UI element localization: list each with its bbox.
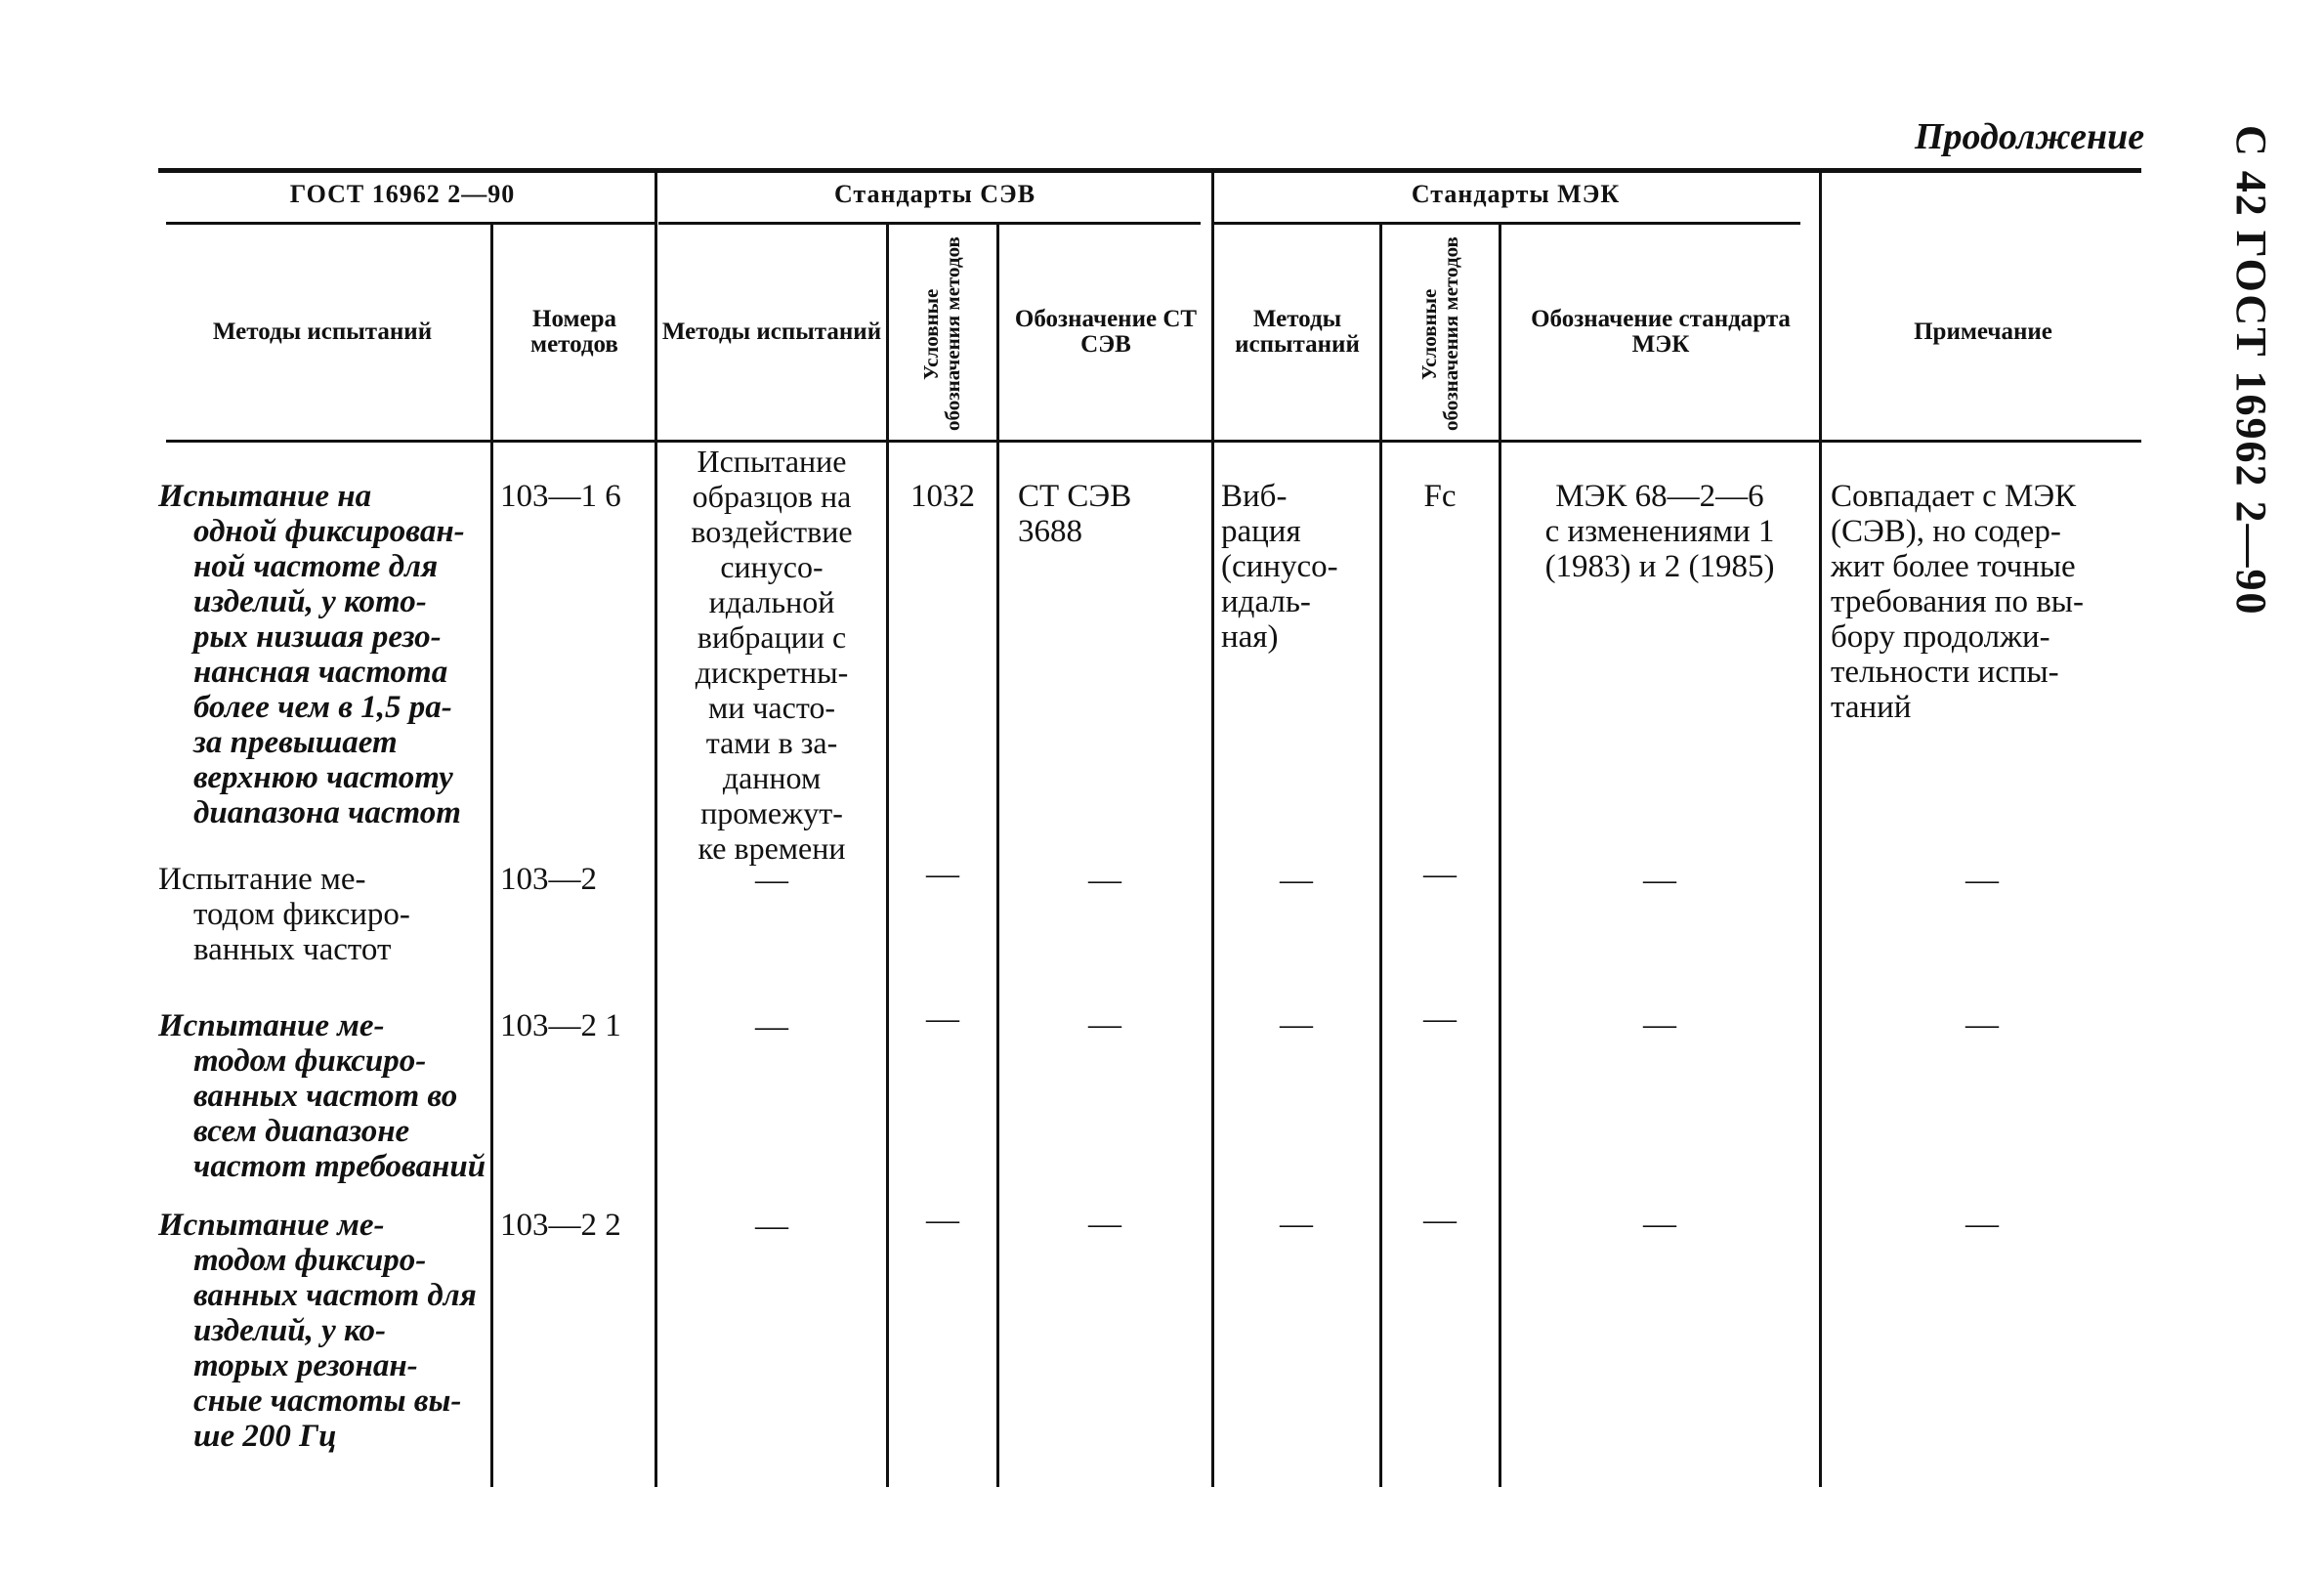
row1-note: Совпадает с МЭК (СЭВ), но содер- жит более точные требования по вы- бору продолжи- тельности испы- таний (1831, 479, 2084, 725)
column-divider (1819, 168, 1822, 1487)
header-sev-designation: Обозначение СТ СЭВ (1014, 305, 1198, 358)
row2-iec-code-dash: — (1423, 856, 1457, 892)
header-sev-codes: Условные обозначения методов (918, 236, 964, 432)
row3-sev-code-dash: — (926, 1000, 959, 1037)
column-divider (996, 225, 999, 1487)
row3-iec-method-dash: — (1280, 1006, 1313, 1042)
row3-sev-method-dash: — (755, 1008, 788, 1044)
group-gost-underline (166, 222, 655, 225)
row2-method: Испытание ме- тодом фиксиро- ванных частот (158, 862, 410, 967)
row1-iec-designation: МЭК 68—2—6 с изменениями 1 (1983) и 2 (1985) (1544, 479, 1775, 584)
group-iec-label: Стандарты МЭК (1411, 180, 1621, 208)
header-note: Примечание (1914, 318, 2052, 345)
row2-sev-code-dash: — (926, 856, 959, 892)
column-divider (490, 225, 493, 1487)
header-iec-codes: Условные обозначения методов (1416, 236, 1462, 432)
row1-sev-designation: СТ СЭВ 3688 (1018, 479, 1132, 549)
row4-iec-designation-dash: — (1643, 1206, 1676, 1242)
header-methods: Методы испытаний (212, 318, 433, 345)
column-divider (1211, 168, 1214, 1487)
row1-method: Испытание на одной фиксирован- ной частоте для изделий, у кото- рых низшая резо- нансная частота более чем в 1,5 ра- за превышает верхнюю частоту диапазона частот (158, 479, 465, 830)
header-method-numbers: Номера методов (530, 305, 618, 358)
row4-sev-method-dash: — (755, 1208, 788, 1244)
continuation-label: Продолжение (1915, 116, 2145, 157)
row2-sev-method-dash: — (755, 862, 788, 898)
row1-sev-code: 1032 (910, 479, 975, 514)
group-gost-label: ГОСТ 16962 2—90 (289, 180, 516, 208)
row3-iec-designation-dash: — (1643, 1006, 1676, 1042)
row1-number: 103—1 6 (500, 479, 621, 514)
header-iec-designation: Обозначение стандарта МЭК (1531, 305, 1791, 358)
row1-iec-method: Виб- рация (синусо- идаль- ная) (1221, 479, 1338, 655)
standards-table (158, 168, 2141, 1487)
row3-iec-code-dash: — (1423, 1000, 1457, 1037)
header-iec-methods: Методы испытаний (1235, 305, 1360, 358)
header-bottom-rule (166, 440, 2141, 443)
header-sev-methods: Методы испытаний (661, 318, 882, 345)
row2-iec-method-dash: — (1280, 862, 1313, 898)
row4-iec-method-dash: — (1280, 1206, 1313, 1242)
row2-iec-designation-dash: — (1643, 862, 1676, 898)
column-divider (655, 168, 657, 1487)
table-top-rule (158, 168, 2141, 173)
row2-sev-designation-dash: — (1088, 862, 1121, 898)
row1-iec-code: Fc (1423, 479, 1457, 514)
row4-note-dash: — (1965, 1206, 1999, 1242)
row3-number: 103—2 1 (500, 1008, 621, 1043)
column-divider (1499, 225, 1501, 1487)
row4-sev-designation-dash: — (1088, 1206, 1121, 1242)
row4-iec-code-dash: — (1423, 1202, 1457, 1238)
row3-method: Испытание ме- тодом фиксиро- ванных частот во всем диапазоне частот требований (158, 1008, 486, 1184)
row4-number: 103—2 2 (500, 1208, 621, 1243)
row2-number: 103—2 (500, 862, 597, 897)
row2-note-dash: — (1965, 862, 1999, 898)
row4-method: Испытание ме- тодом фиксиро- ванных частот для изделий, у ко- торых резонан- сные частоты вы- ше 200 Гц (158, 1208, 477, 1454)
group-iec-underline (1214, 222, 1800, 225)
group-sev-underline (658, 222, 1201, 225)
group-sev-label: Стандарты СЭВ (833, 180, 1036, 208)
page-side-header: С 42 ГОСТ 16962 2—90 (2227, 125, 2275, 616)
row3-note-dash: — (1965, 1006, 1999, 1042)
row3-sev-designation-dash: — (1088, 1006, 1121, 1042)
row4-sev-code-dash: — (926, 1202, 959, 1238)
row1-sev-method: Испытание образцов на воздействие синусо- идальной вибрации с дискретны- ми часто- тами в за- данном промежут- ке времени (691, 444, 853, 866)
